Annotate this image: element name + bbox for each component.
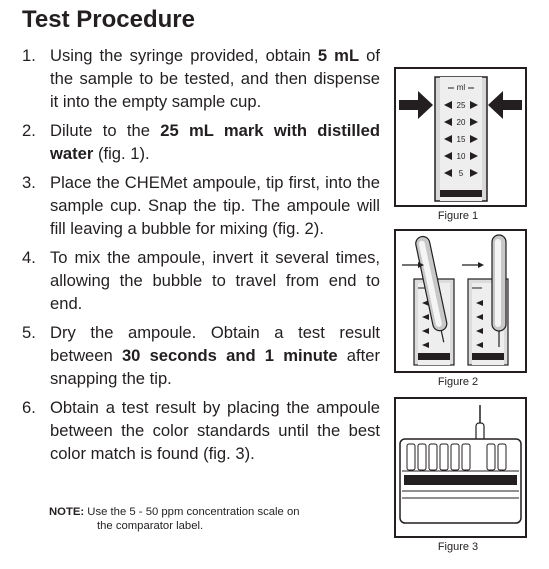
- figure-3-frame: [394, 397, 527, 538]
- graduated-cup-illustration: [396, 69, 525, 205]
- note-label: NOTE:: [49, 506, 85, 518]
- svg-text:10: 10: [456, 152, 466, 161]
- figure-1-frame: [394, 67, 527, 207]
- note-line-1: Use the 5 - 50 ppm concentration scale on: [87, 506, 300, 518]
- left-arrow-icon: [399, 91, 433, 119]
- svg-text:25: 25: [456, 101, 466, 110]
- svg-text:20: 20: [456, 118, 466, 127]
- unit-label: ml: [456, 83, 466, 92]
- figure-2-frame: [394, 229, 527, 373]
- ampoule-illustration: [396, 231, 525, 371]
- step-2: 2. Dilute to the 25 mL mark with distilled water (fig. 1).: [22, 121, 380, 163]
- note: [49, 505, 389, 533]
- step-6: 6. Obtain a test result by placing the ampoule between the color standards until the best color match is found (fig. 3).: [22, 398, 380, 463]
- svg-text:15: 15: [456, 135, 466, 144]
- procedure-steps: [22, 44, 380, 471]
- page-title: Test Procedure: [22, 6, 195, 33]
- figure-2-caption: Figure 2: [437, 376, 479, 388]
- note-line-2: the comparator label.: [97, 520, 204, 532]
- figure-1-caption: Figure 1: [437, 210, 479, 222]
- comparator-illustration: [396, 399, 525, 536]
- step-4: 4. To mix the ampoule, invert it several times, allowing the bubble to travel from end to end.: [22, 248, 380, 313]
- step-1: 1. Using the syringe provided, obtain 5 mL of the sample to be tested, and then dispense it into the empty sample cup.: [22, 46, 380, 111]
- step-5: 5. Dry the ampoule. Obtain a test result between 30 seconds and 1 minute after snapping the tip.: [22, 323, 380, 388]
- figure-3-caption: Figure 3: [437, 541, 479, 553]
- step-3: 3. Place the CHEMet ampoule, tip first, into the sample cup. Snap the tip. The ampoule will fill leaving a bubble for mixing (fig. 2).: [22, 173, 380, 238]
- svg-text:5: 5: [458, 169, 464, 178]
- indicator-arrow-icon: [402, 262, 484, 268]
- right-arrow-icon: [488, 91, 522, 119]
